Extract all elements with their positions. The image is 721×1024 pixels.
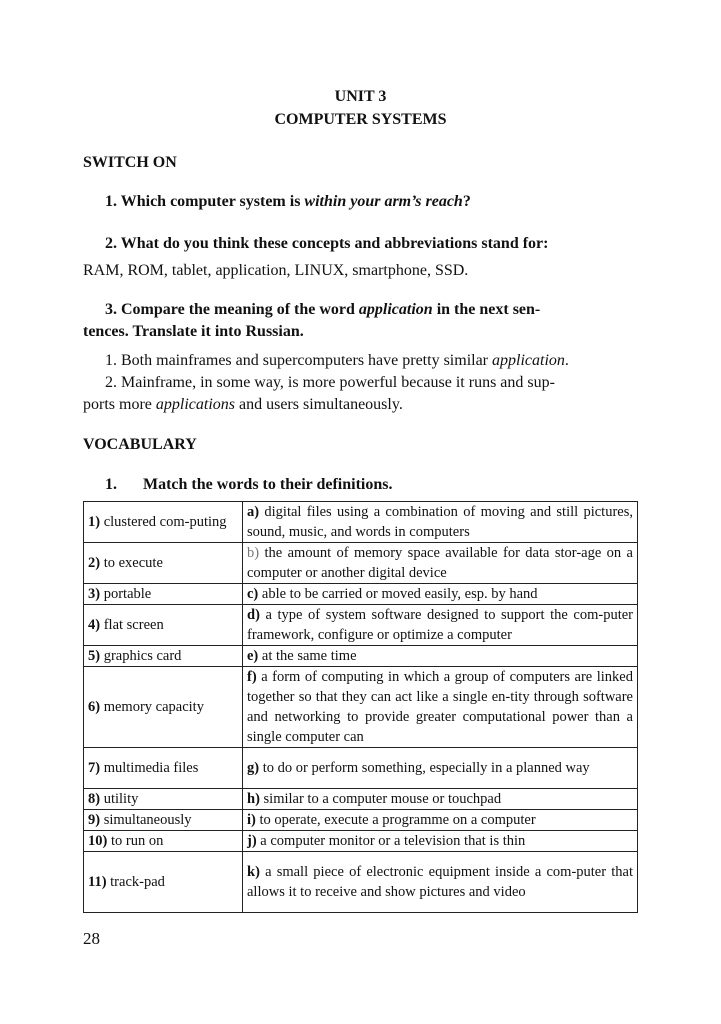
table-row: [84, 605, 638, 646]
table-row: [84, 831, 638, 852]
table-row: [84, 667, 638, 748]
vocabulary-task-text: Match the words to their definitions.: [143, 476, 393, 493]
definition-cell: e) at the same time: [243, 646, 638, 667]
question-2-text: What do you think these concepts and abbreviations stand for:: [120, 235, 549, 252]
sentence-1-italic: application: [492, 352, 565, 369]
definition-cell: g) to do or perform something, especially in a planned way: [243, 748, 638, 789]
definition-cell: j) a computer monitor or a television that is thin: [243, 831, 638, 852]
unit-number: UNIT 3: [334, 88, 387, 105]
switch-on-heading: SWITCH ON: [83, 154, 177, 171]
word-cell: 8) utility: [84, 789, 243, 810]
word-cell: 6) memory capacity: [84, 667, 243, 748]
word-cell: 4) flat screen: [84, 605, 243, 646]
table-row: [84, 852, 638, 913]
sentence-1-end: .: [564, 352, 569, 369]
question-3-line2: tences. Translate it into Russian.: [83, 323, 304, 340]
page-number: 28: [83, 929, 100, 948]
definition-cell: i) to operate, execute a programme on a computer: [243, 810, 638, 831]
word-cell: 2) to execute: [84, 543, 243, 584]
question-3-italic: application: [358, 301, 433, 318]
table-row: [84, 584, 638, 605]
sentence-2-number: 2.: [105, 374, 117, 391]
question-1-end: ?: [462, 193, 471, 210]
sentence-2-line2-start: ports more: [83, 396, 156, 413]
word-cell: 7) multimedia files: [84, 748, 243, 789]
question-2-number: 2.: [105, 235, 117, 252]
question-3-number: 3.: [105, 301, 117, 318]
definition-cell: c) able to be carried or moved easily, esp. by hand: [243, 584, 638, 605]
vocabulary-task: [105, 474, 392, 496]
sentence-1-number: 1.: [105, 352, 117, 369]
definition-cell: d) a type of system software designed to support the com-puter framework, configure or optimize a computer: [243, 605, 638, 646]
question-3: [105, 299, 638, 321]
sentence-2-line2: [83, 394, 403, 416]
question-3-text-end: in the next sen-: [432, 301, 541, 318]
sentence-1: [105, 350, 569, 372]
unit-title: COMPUTER SYSTEMS: [274, 111, 447, 128]
question-1: [105, 191, 471, 213]
table-row: [84, 748, 638, 789]
definition-cell: a) digital files using a combination of moving and still pictures, sound, music, and words in computers: [243, 502, 638, 543]
table-row: [84, 543, 638, 584]
table-row: [84, 789, 638, 810]
question-1-italic: within your arm’s reach: [304, 193, 463, 210]
question-3-text: Compare the meaning of the word: [121, 301, 359, 318]
word-cell: 9) simultaneously: [84, 810, 243, 831]
definition-cell: b) the amount of memory space available for data stor-age on a computer or another digital device: [243, 543, 638, 584]
word-cell: 10) to run on: [84, 831, 243, 852]
definition-cell: f) a form of computing in which a group of computers are linked together so that they can act like a single en-tity through software and networking to provide greater computational power than a single computer can: [243, 667, 638, 748]
table-row: [84, 502, 638, 543]
question-1-text: Which computer system is: [120, 193, 305, 210]
vocabulary-table: [83, 501, 638, 913]
question-1-number: 1.: [105, 193, 117, 210]
definition-cell: h) similar to a computer mouse or touchpad: [243, 789, 638, 810]
word-cell: 3) portable: [84, 584, 243, 605]
word-cell: 1) clustered com-puting: [84, 502, 243, 543]
question-2: [105, 233, 548, 255]
table-row: [84, 646, 638, 667]
word-cell: 11) track-pad: [84, 852, 243, 913]
sentence-1-text: Both mainframes and supercomputers have pretty similar: [121, 352, 493, 369]
sentence-2: [105, 372, 555, 394]
sentence-2-italic: applications: [155, 396, 235, 413]
table-row: [84, 810, 638, 831]
word-cell: 5) graphics card: [84, 646, 243, 667]
sentence-2-text: Mainframe, in some way, is more powerful because it runs and sup-: [121, 374, 555, 391]
question-2-answer: RAM, ROM, tablet, application, LINUX, smartphone, SSD.: [83, 262, 469, 279]
definition-cell: k) a small piece of electronic equipment inside a com-puter that allows it to receive and show pictures and video: [243, 852, 638, 913]
vocabulary-heading: VOCABULARY: [83, 436, 197, 453]
vocabulary-task-number: 1.: [105, 476, 117, 493]
sentence-2-line2-end: and users simultaneously.: [234, 396, 403, 413]
